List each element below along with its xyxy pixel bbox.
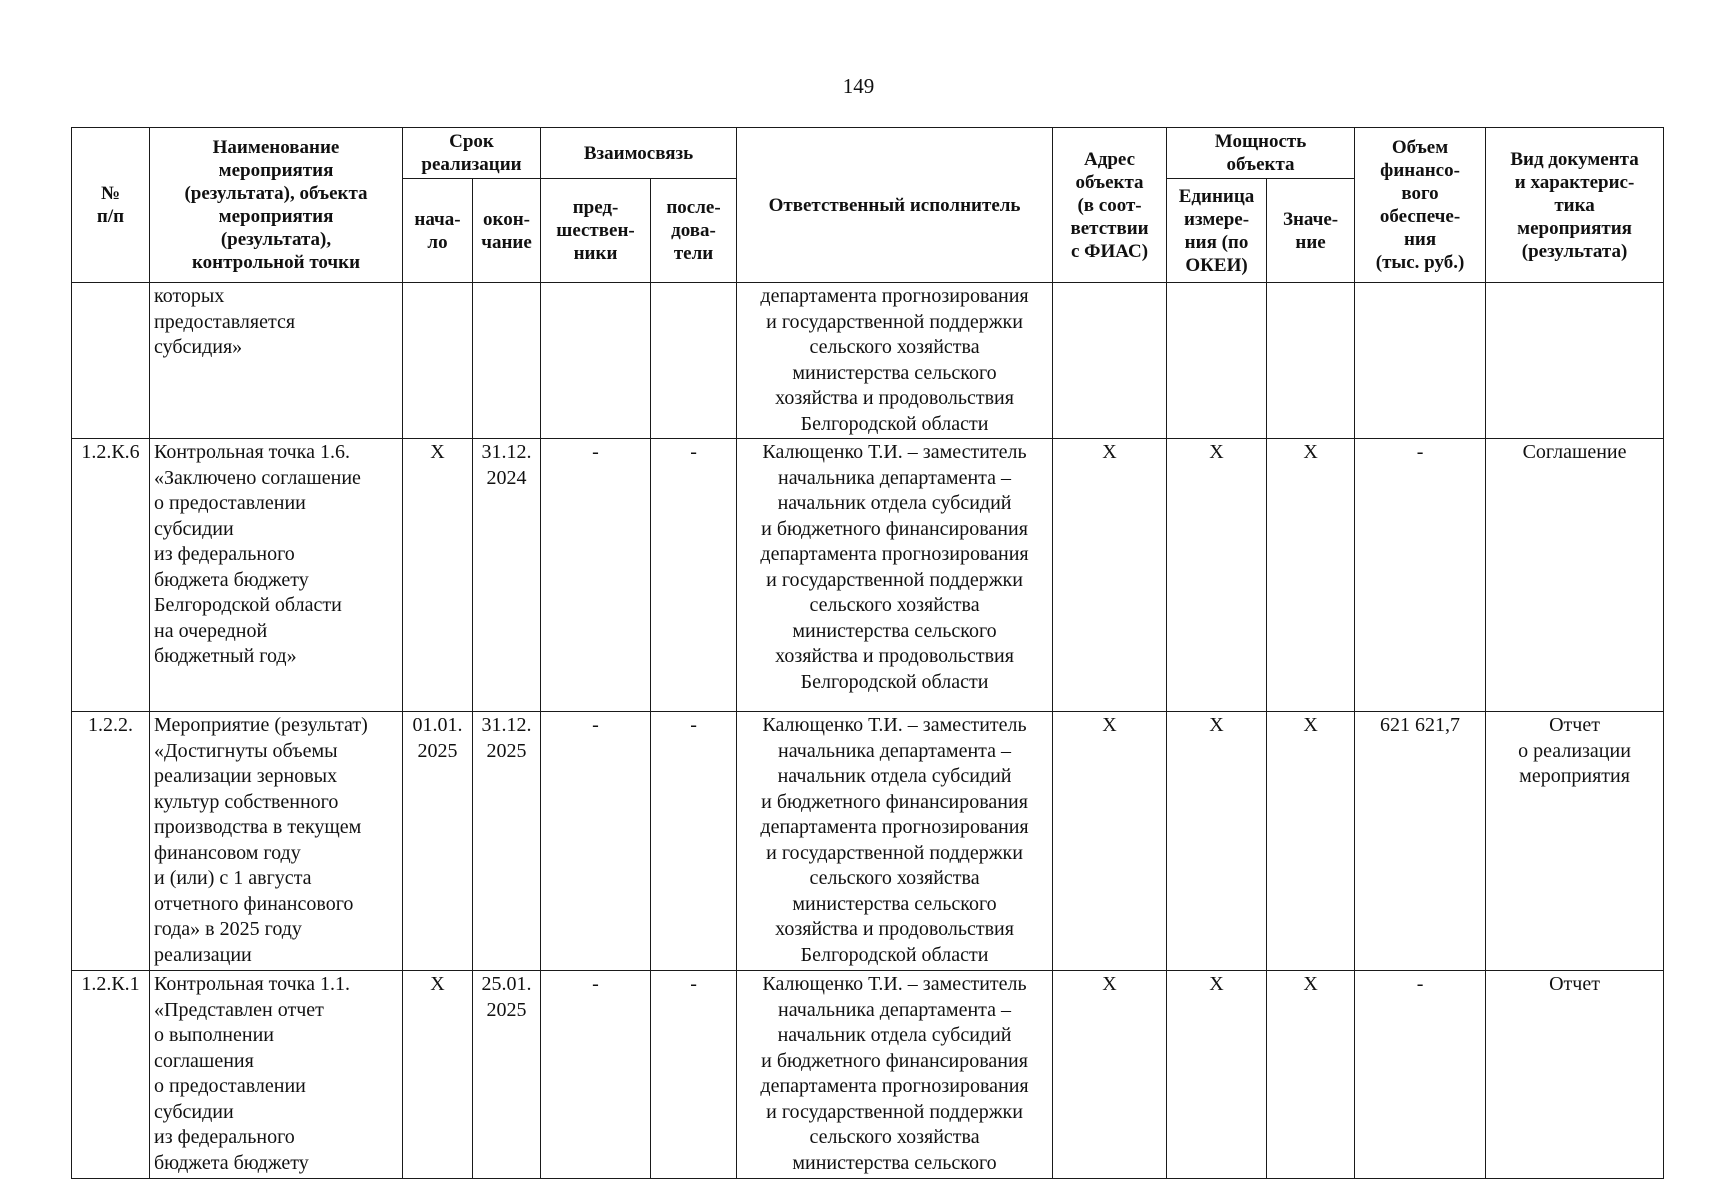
header-link-prev: пред- шествен- ники [541, 179, 651, 283]
cell-name: которых предоставляется субсидия» [150, 283, 403, 439]
cell-finance: - [1355, 971, 1486, 1179]
cell-executor: Калющенко Т.И. – заместитель начальника департамента – начальник отдела субсидий и бюджетного финансирования департамента прогнозирования и государственной поддержки сельского хозяйства министерства сельского [737, 971, 1053, 1179]
cell-value [1267, 283, 1355, 439]
cell-executor: Калющенко Т.И. – заместитель начальника департамента – начальник отдела субсидий и бюджетного финансирования департамента прогнозирования и государственной поддержки сельского хозяйства министерства сельского хозяйства и продовольствия Белгородской области [737, 439, 1053, 712]
cell-next [651, 283, 737, 439]
cell-num: 1.2.2. [72, 712, 150, 971]
cell-num: 1.2.К.1 [72, 971, 150, 1179]
cell-unit: X [1167, 971, 1267, 1179]
header-name: Наименование мероприятия (результата), объекта мероприятия (результата), контрольной точки [150, 128, 403, 283]
cell-end: 25.01. 2025 [473, 971, 541, 1179]
page-number: 149 [842, 74, 875, 98]
cell-end: 31.12. 2025 [473, 712, 541, 971]
cell-finance: 621 621,7 [1355, 712, 1486, 971]
header-executor: Ответственный исполнитель [737, 128, 1053, 283]
cell-executor: департамента прогнозирования и государственной поддержки сельского хозяйства министерства сельского хозяйства и продовольствия Белгородской области [737, 283, 1053, 439]
table-row [72, 712, 1664, 971]
header-address: Адрес объекта (в соот- ветствии с ФИАС) [1053, 128, 1167, 283]
cell-address: X [1053, 712, 1167, 971]
cell-value: X [1267, 712, 1355, 971]
cell-next: - [651, 971, 737, 1179]
cell-start [403, 283, 473, 439]
header-capacity-value: Значе- ние [1267, 179, 1355, 283]
table-row [72, 971, 1664, 1179]
header-finance: Объем финансо- вого обеспече- ния (тыс. руб.) [1355, 128, 1486, 283]
header-term-start: нача- ло [403, 179, 473, 283]
header-capacity-unit: Единица измере- ния (по ОКЕИ) [1167, 179, 1267, 283]
cell-name: Контрольная точка 1.6. «Заключено соглашение о предоставлении субсидии из федерального бюджета бюджету Белгородской области на очередной бюджетный год» [150, 439, 403, 712]
cell-prev [541, 283, 651, 439]
cell-value: X [1267, 971, 1355, 1179]
cell-num [72, 283, 150, 439]
cell-num: 1.2.К.6 [72, 439, 150, 712]
header-num: № п/п [72, 128, 150, 283]
cell-doc [1486, 283, 1664, 439]
cell-address [1053, 283, 1167, 439]
cell-address: X [1053, 971, 1167, 1179]
cell-start: X [403, 439, 473, 712]
cell-end [473, 283, 541, 439]
cell-next: - [651, 439, 737, 712]
header-capacity: Мощность объекта [1167, 128, 1355, 179]
cell-end: 31.12. 2024 [473, 439, 541, 712]
cell-unit: X [1167, 439, 1267, 712]
cell-next: - [651, 712, 737, 971]
header-term-end: окон- чание [473, 179, 541, 283]
table-row [72, 283, 1664, 439]
cell-unit: X [1167, 712, 1267, 971]
header-term: Срок реализации [403, 128, 541, 179]
cell-finance [1355, 283, 1486, 439]
cell-start: X [403, 971, 473, 1179]
cell-prev: - [541, 712, 651, 971]
table-header [72, 128, 1664, 283]
cell-prev: - [541, 439, 651, 712]
cell-doc: Отчет [1486, 971, 1664, 1179]
table-row [72, 439, 1664, 712]
cell-executor: Калющенко Т.И. – заместитель начальника департамента – начальник отдела субсидий и бюджетного финансирования департамента прогнозирования и государственной поддержки сельского хозяйства министерства сельского хозяйства и продовольствия Белгородской области [737, 712, 1053, 971]
header-link-next: после- дова- тели [651, 179, 737, 283]
cell-doc: Отчет о реализации мероприятия [1486, 712, 1664, 971]
cell-name: Мероприятие (результат) «Достигнуты объемы реализации зерновых культур собственного производства в текущем финансовом году и (или) с 1 августа отчетного финансового года» в 2025 году реализации [150, 712, 403, 971]
cell-prev: - [541, 971, 651, 1179]
cell-finance: - [1355, 439, 1486, 712]
cell-name: Контрольная точка 1.1. «Представлен отчет о выполнении соглашения о предоставлении субсидии из федерального бюджета бюджету [150, 971, 403, 1179]
cell-doc: Соглашение [1486, 439, 1664, 712]
header-doc: Вид документа и характерис- тика мероприятия (результата) [1486, 128, 1664, 283]
cell-value: X [1267, 439, 1355, 712]
plan-table [71, 127, 1664, 1179]
cell-unit [1167, 283, 1267, 439]
header-link: Взаимосвязь [541, 128, 737, 179]
cell-address: X [1053, 439, 1167, 712]
cell-start: 01.01. 2025 [403, 712, 473, 971]
